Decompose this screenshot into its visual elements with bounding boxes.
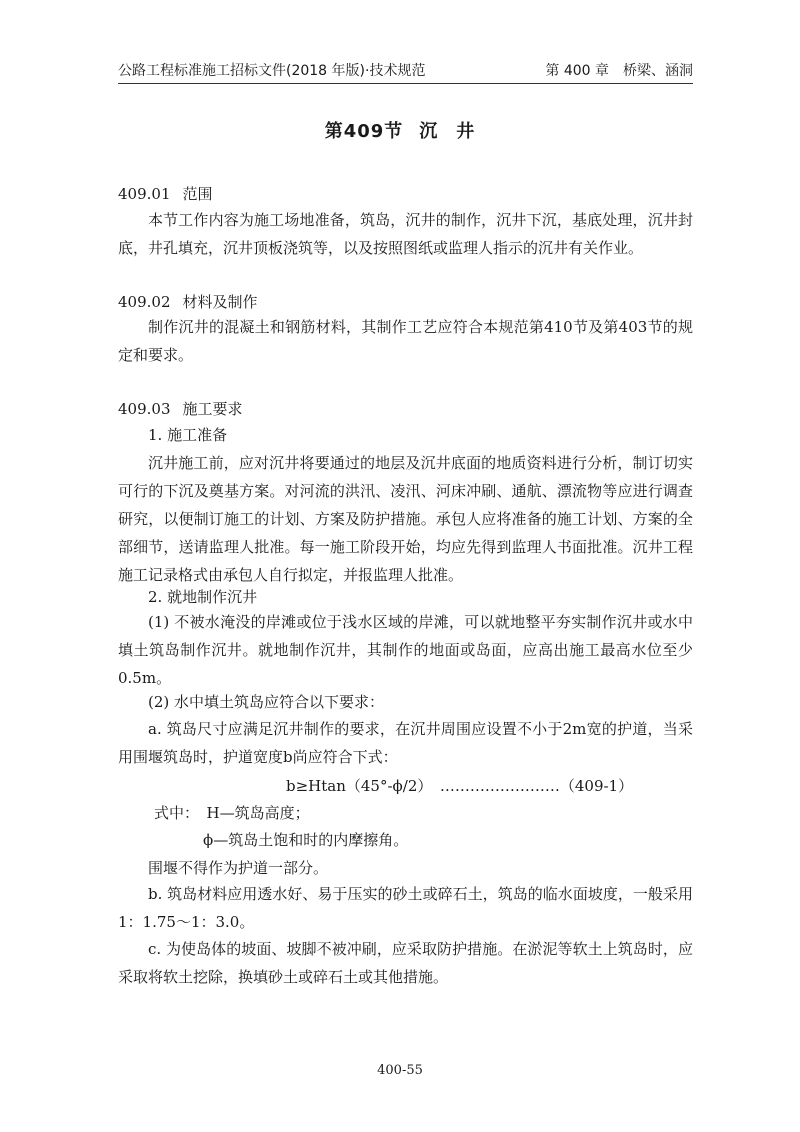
- paragraph-item-2: (2) 水中填土筑岛应符合以下要求：: [148, 693, 385, 711]
- subheading-construction-preparation: 1. 施工准备: [148, 426, 228, 444]
- section-title-word-1: 沉: [419, 121, 439, 142]
- subheading-in-situ-fabrication: 2. 就地制作沉井: [148, 588, 258, 606]
- formula-409-1: b≥Htan（45°-ϕ/2） ……………………（409-1）: [286, 777, 634, 795]
- section-label: 材料及制作: [182, 293, 258, 311]
- paragraph-item-a: a. 筑岛尺寸应满足沉井制作的要求，在沉井周围应设置不小于2m宽的护道，当采用围堰筑岛时，护道宽度b尚应符合下式：: [118, 720, 693, 766]
- section-heading-409-01: [118, 183, 213, 204]
- paragraph-item-1: (1) 不被水淹没的岸滩或位于浅水区域的岸滩，可以就地整平夯实制作沉井或水中填土筑岛制作沉井。就地制作沉井，其制作的地面或岛面，应高出施工最高水位至少0.5m。: [118, 613, 693, 687]
- section-number: 409.03: [118, 400, 171, 418]
- section-label: 施工要求: [182, 400, 243, 418]
- running-header: [118, 56, 693, 84]
- section-title: [0, 117, 800, 143]
- paragraph-scope: 本节工作内容为施工场地准备，筑岛，沉井的制作，沉井下沉，基底处理，沉井封底，井孔填充，沉井顶板浇筑等，以及按照图纸或监理人指示的沉井有关作业。: [118, 211, 693, 257]
- paragraph-cofferdam-note: 围堰不得作为护道一部分。: [148, 859, 329, 877]
- paragraph-item-b: b. 筑岛材料应用透水好、易于压实的砂土或碎石土，筑岛的临水面坡度，一般采用1：1.75～1：3.0。: [118, 885, 693, 931]
- paragraph-materials: 制作沉井的混凝土和钢筋材料，其制作工艺应符合本规范第410节及第403节的规定和要求。: [118, 318, 693, 364]
- paragraph-item-c: c. 为使岛体的坡面、坡脚不被冲刷，应采取防护措施。在淤泥等软土上筑岛时，应采取将软土挖除，换填砂土或碎石土或其他措施。: [118, 940, 693, 986]
- section-label: 范围: [182, 185, 213, 203]
- section-number: 409.02: [118, 293, 171, 311]
- section-heading-409-02: [118, 291, 258, 312]
- formula-legend-h: 式中： H—筑岛高度；: [154, 804, 310, 822]
- header-document-title: 公路工程标准施工招标文件(2018 年版)·技术规范: [118, 63, 426, 79]
- section-number: 409.01: [118, 185, 171, 203]
- header-chapter-title: 第 400 章 桥梁、涵洞: [545, 63, 693, 79]
- page-number: 400-55: [377, 1063, 423, 1078]
- paragraph-construction-preparation: 沉井施工前，应对沉井将要通过的地层及沉井底面的地质资料进行分析，制订切实可行的下沉及奠基方案。对河流的洪汛、凌汛、河床冲刷、通航、漂流物等应进行调查研究，以便制订施工的计划、方案及防护措施。承包人应将准备的施工计划、方案的全部细节，送请监理人批准。每一施工阶段开始，均应先得到监理人书面批准。沉井工程施工记录格式由承包人自行拟定，并报监理人批准。: [118, 454, 693, 584]
- section-title-number: 第409节: [324, 121, 404, 142]
- header-divider: [118, 83, 693, 84]
- section-heading-409-03: [118, 398, 243, 419]
- formula-legend-phi: ϕ—筑岛土饱和时的内摩擦角。: [203, 831, 409, 849]
- section-title-word-2: 井: [456, 121, 476, 142]
